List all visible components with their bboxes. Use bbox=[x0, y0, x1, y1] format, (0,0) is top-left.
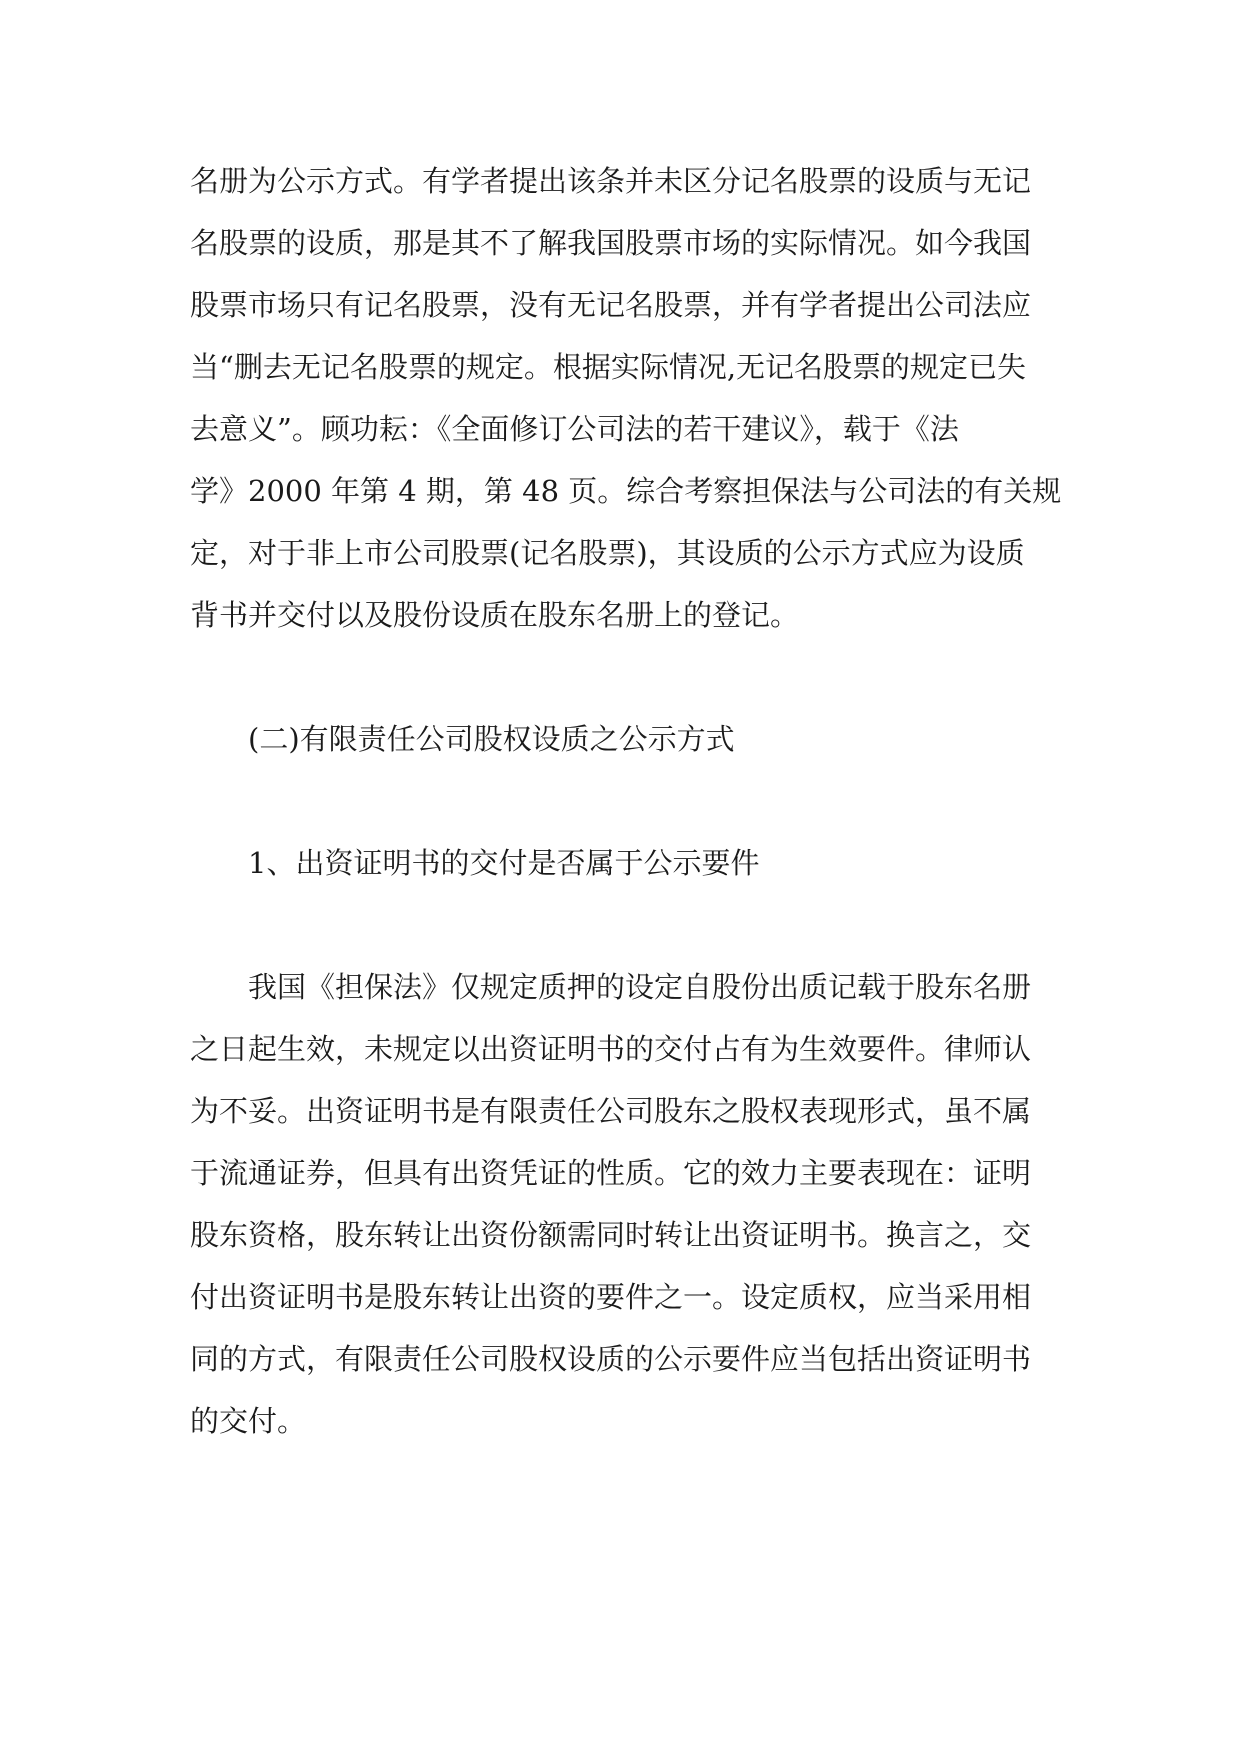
text-line: 背书并交付以及股份设质在股东名册上的登记。 bbox=[190, 598, 800, 632]
text-line: 的交付。 bbox=[190, 1404, 307, 1438]
text-line: 于流通证券，但具有出资凭证的性质。它的效力主要表现在：证明 bbox=[190, 1156, 1032, 1190]
body-paragraph bbox=[190, 956, 1070, 1452]
text-line: 名股票的设质，那是其不了解我国股票市场的实际情况。如今我国 bbox=[190, 226, 1032, 260]
text-line: 股东资格，股东转让出资份额需同时转让出资证明书。换言之，交 bbox=[190, 1218, 1032, 1252]
section-heading bbox=[190, 708, 1070, 770]
text-line: 去意义”。顾功耘：《全面修订公司法的若干建议》，载于《法 bbox=[190, 412, 959, 446]
text-line: 付出资证明书是股东转让出资的要件之一。设定质权，应当采用相 bbox=[190, 1280, 1032, 1314]
text-line: 同的方式，有限责任公司股权设质的公示要件应当包括出资证明书 bbox=[190, 1342, 1032, 1376]
text-line: 名册为公示方式。有学者提出该条并未区分记名股票的设质与无记 bbox=[190, 164, 1032, 198]
text-line: 之日起生效，未规定以出资证明书的交付占有为生效要件。律师认 bbox=[190, 1032, 1032, 1066]
text-line: 定，对于非上市公司股票(记名股票)，其设质的公示方式应为设质 bbox=[190, 536, 1025, 570]
subsection-heading bbox=[190, 832, 1070, 894]
text-line: 当“删去无记名股票的规定。根据实际情况,无记名股票的规定已失 bbox=[190, 350, 1027, 384]
paragraph-gap bbox=[190, 646, 1070, 708]
paragraph-gap bbox=[190, 770, 1070, 832]
text-line: 学》2000 年第 4 期，第 48 页。综合考察担保法与公司法的有关规 bbox=[190, 474, 1062, 508]
text-line: 股票市场只有记名股票，没有无记名股票，并有学者提出公司法应 bbox=[190, 288, 1032, 322]
text-line: 为不妥。出资证明书是有限责任公司股东之股权表现形式，虽不属 bbox=[190, 1094, 1032, 1128]
paragraph-continuation bbox=[190, 150, 1070, 646]
heading-text: (二)有限责任公司股权设质之公示方式 bbox=[248, 722, 735, 756]
heading-text: 1、出资证明书的交付是否属于公示要件 bbox=[248, 846, 760, 880]
paragraph-gap bbox=[190, 894, 1070, 956]
text-line: 我国《担保法》仅规定质押的设定自股份出质记载于股东名册 bbox=[248, 970, 1032, 1004]
document-page bbox=[190, 150, 1070, 1452]
